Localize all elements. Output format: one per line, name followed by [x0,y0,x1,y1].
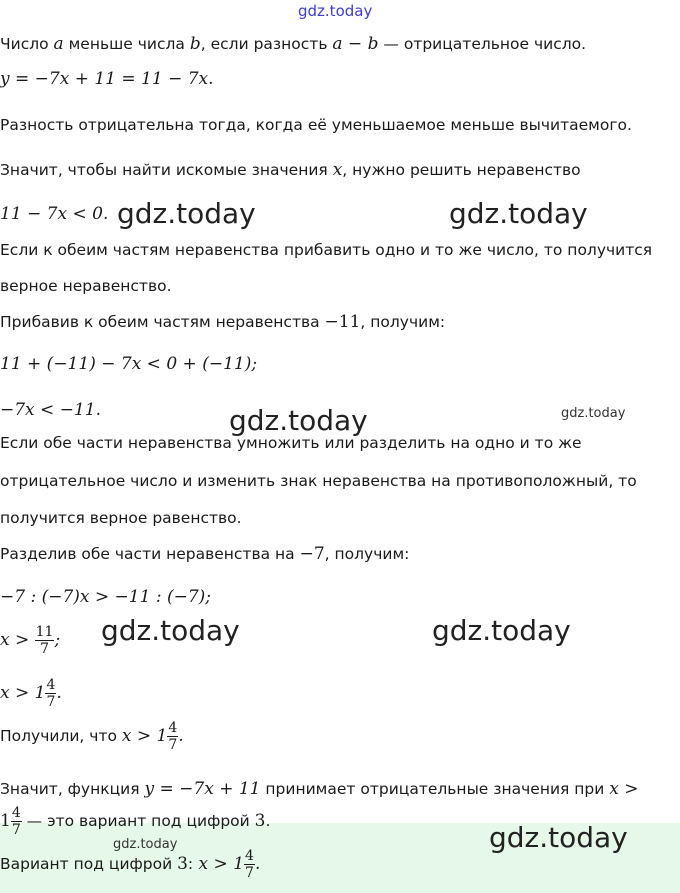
watermark-top: gdz.today [298,2,373,20]
text-line-3: Разность отрицательна тогда, когда её уменьшаемое меньше вычитаемого. [0,116,632,134]
formula-line-15: −7 : (−7)x > −11 : (−7); [0,587,212,607]
formula-line-17: x > 1 $\frac{4}{7}$ . [0,677,62,710]
watermark-7: gdz.today [489,821,628,854]
formula-line-9: 11 + (−11) − 7x < 0 + (−11); [0,354,258,374]
watermark-1: gdz.today [117,197,256,230]
text-line-14: Разделив обе части неравенства на −7, получим: [0,544,410,564]
text-line-13: получится верное равенство. [0,509,242,527]
formula-line-16: x > $\frac{11}{7}$ ; [0,624,61,657]
watermark-4: gdz.today [561,406,626,421]
text-line-11: Если обе части неравенства умножить или разделить на одно и то же [0,434,582,452]
text-line-18: Получили, что x > 1 $\frac{4}{7}$ . [0,720,184,753]
text-line-12: отрицательное число и изменить знак неравенства на противоположный, то [0,472,637,490]
watermark-5: gdz.today [101,614,240,647]
text-line-19: Значит, функция y = −7x + 11 принимает отрицательные значения при x > [0,779,639,799]
answer-line: Вариант под цифрой 3: x > 1 $\frac{4}{7}$ . [0,848,261,881]
text-line-20: 1 $\frac{4}{7}$ — это вариант под цифрой 3. [0,805,271,838]
formula-line-2: y = −7x + 11 = 11 − 7x. [0,69,214,89]
text-line-7: верное неравенство. [0,277,172,295]
watermark-3: gdz.today [229,404,368,437]
watermark-2: gdz.today [449,197,588,230]
formula-line-10: −7x < −11. [0,400,101,420]
watermark-8: gdz.today [113,837,178,852]
watermark-6: gdz.today [432,614,571,647]
text-line-8: Прибавив к обеим частям неравенства −11, получим: [0,312,446,332]
formula-line-5: 11 − 7x < 0. [0,204,109,224]
text-line-6: Если к обеим частям неравенства прибавить одно и то же число, то получится [0,241,653,259]
text-line-1: Число a меньше числа b, если разность a − b — отрицательное число. [0,34,587,54]
text-line-4: Значит, чтобы найти искомые значения x, нужно решить неравенство [0,160,581,180]
